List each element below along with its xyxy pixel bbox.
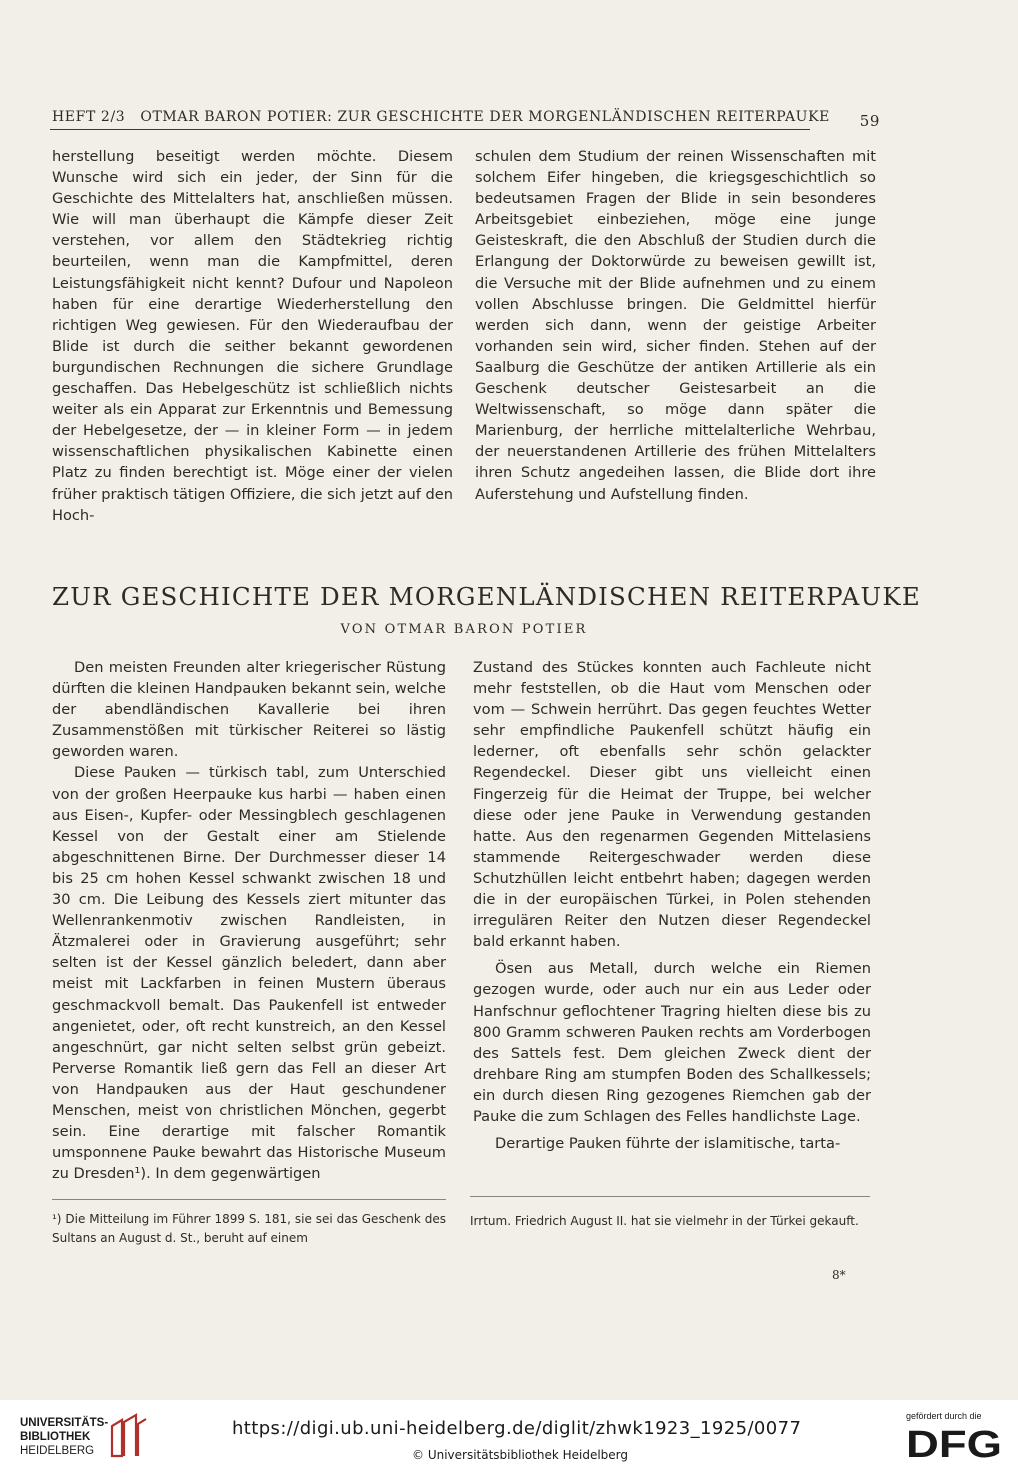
article-left-column — [52, 657, 446, 1184]
paragraph: Diese Pauken — türkisch tabl, zum Unterschied von der großen Heerpauke kus harbi — haben einen aus Eisen-, Kupfer- oder Messingblech geschlagenen Kessel von der Gestalt einer am Stielende abgeschnittenen Birne. Der Durchmesser dieser 14 bis 25 cm hohen Kessel schwankt zwischen 18 und 30 cm. Die Leibung des Kessels ziert mitunter das Wellenrankenmotiv zwischen Randleisten, in Ätzmalerei oder in Gravierung ausgeführt; sehr selten ist der Kessel gänzlich beledert, dann aber meist mit Lackfarben in feinen Mustern überaus geschmackvoll bemalt. Das Paukenfell ist entweder angenietet, oder, oft recht kunstreich, an den Kessel angeschnürt, gar nicht selten selbst grün gebeizt. Perverse Romantik ließ gern das Fell an dieser Art von Handpauken aus der Haut geschundener Menschen, meist von christlichen Mönchen, gegerbt sein. Eine derartige mit falscher Romantik umsponnene Pauke bewahrt das Historische Museum zu Dresden¹). In dem gegenwärtigen — [52, 764, 446, 1183]
top-left-column — [52, 146, 453, 526]
paragraph: Derartige Pauken führte der islamitische, tarta- — [495, 1135, 841, 1153]
library-name-line: BIBLIOTHEK — [20, 1431, 91, 1443]
viewer-footer — [0, 1400, 1018, 1473]
dfg-logo[interactable] — [906, 1424, 1004, 1462]
article-byline: VON OTMAR BARON POTIER — [340, 622, 588, 637]
article-right-column — [473, 657, 871, 1154]
paragraph: schulen dem Studium der reinen Wissenschaften mit solchem Eifer hingeben, die kriegsgeschichtlich so bedeutsamen Fragen der Blide in sein besonderes Arbeitsgebiet einbeziehen, möge eine junge Geisteskraft, die den Abschluß der Studien durch die Erlangung der Doktorwürde zu beweisen gewillt ist, die Versuche mit der Blide aufnehmen und zu einem vollen Abschlusse bringen. Die Geldmittel hierfür werden sich dann, wenn der geistige Arbeiter vorhanden sein wird, sicher finden. Stehen auf der Saalburg die Geschütze der antiken Artillerie als ein Geschenk deutscher Geistesarbeit an die Weltwissenschaft, so möge dann später die Marienburg, der herrliche mittelalterliche Wehrbau, der neuerstandenen Artillerie des frühen Mittelalters ihren Schutz angedeihen lassen, die Blide dort ihre Auferstehung und Aufstellung finden. — [475, 148, 876, 503]
copyright-notice: © Universitätsbibliothek Heidelberg — [412, 1448, 629, 1462]
footnote-right: Irrtum. Friedrich August II. hat sie vielmehr in der Türkei gekauft. — [470, 1214, 859, 1228]
header-rule — [50, 129, 810, 130]
library-logo[interactable] — [20, 1416, 160, 1460]
footnote-rule — [52, 1199, 446, 1200]
article-title: ZUR GESCHICHTE DER MORGENLÄNDISCHEN REITERPAUKE — [52, 582, 921, 611]
library-name — [20, 1416, 108, 1458]
running-title: HEFT 2/3 OTMAR BARON POTIER: ZUR GESCHICHTE DER MORGENLÄNDISCHEN REITERPAUKE — [52, 109, 830, 125]
footnote-rule — [470, 1196, 870, 1197]
funder-caption: gefördert durch die — [906, 1411, 982, 1421]
paragraph: Zustand des Stückes konnten auch Fachleute nicht mehr feststellen, ob die Haut vom Menschen oder vom — Schwein herrührt. Das gegen feuchtes Wetter sehr empfindliche Paukenfell schützt häufig ein lederner, oft ebenfalls sehr schön gelackter Regendeckel. Dieser gibt uns vielleicht einen Fingerzeig für die Heimat der Truppe, bei welcher diese oder jene Pauke in Verwendung gestanden hatte. Aus den regenarmen Gegenden Mittelasiens stammende Reitergeschwader werden diese Schutzhüllen leicht entbehrt haben; dagegen werden die in der europäischen Türkei, in Polen stehenden irregulären Reiter den Nutzen dieser Regendeckel bald erkannt haben. — [473, 659, 871, 951]
footnote-left: ¹) Die Mitteilung im Führer 1899 S. 181, sie sei das Geschenk des Sultans an August d. St., beruht auf einem — [52, 1212, 446, 1245]
running-header — [52, 105, 880, 129]
signature-mark: 8* — [832, 1268, 846, 1282]
permalink-url[interactable]: https://digi.ub.uni-heidelberg.de/diglit/zhwk1923_1925/0077 — [232, 1418, 802, 1439]
paragraph: Den meisten Freunden alter kriegerischer Rüstung dürften die kleinen Handpauken bekannt sein, welche der abendländischen Kavallerie bei ihren Zusammenstößen mit türkischer Reiterei so lästig geworden waren. — [52, 659, 446, 761]
library-emblem-icon — [106, 1412, 152, 1460]
dfg-logo-text: DFG — [906, 1424, 1002, 1462]
page-number: 59 — [859, 112, 880, 130]
top-right-column — [475, 146, 876, 505]
paragraph: Ösen aus Metall, durch welche ein Riemen gezogen wurde, oder auch nur ein aus Leder oder Hanfschnur geflochtener Tragring hielten diese bis zu 800 Gramm schweren Pauken rechts am Vorderbogen des Sattels fest. Dem gleichen Zweck dient der drehbare Ring am stumpfen Boden des Schallkessels; ein durch diesen Ring gezogenes Riemchen gab der Pauke die zum Schlagen des Felles handlichste Lage. — [473, 960, 871, 1125]
library-name-line: UNIVERSITÄTS- — [20, 1417, 109, 1429]
paragraph: herstellung beseitigt werden möchte. Diesem Wunsche wird sich ein jeder, der Sinn für die Geschichte des Mittelalters hat, anschließen müssen. Wie will man überhaupt die Kämpfe dieser Zeit verstehen, vor allem den Städtekrieg richtig beurteilen, wenn man die Kampfmittel, deren Leistungsfähigkeit nicht kennt? Dufour und Napoleon haben für eine derartige Wiederherstellung den richtigen Weg gewiesen. Für den Wiederaufbau der Blide ist durch die seither bekannt gewordenen burgundischen Rechnungen die sichere Grundlage geschaffen. Das Hebelgeschütz ist schließlich nichts weiter als ein Apparat zur Erkenntnis und Bemessung der Hebelgesetze, der — in kleiner Form — in jedem wissenschaftlichen physikalischen Kabinette einen Platz zu finden berechtigt ist. Möge einer der vielen früher praktisch tätigen Offiziere, die sich jetzt auf den Hoch- — [52, 148, 453, 524]
library-name-line: HEIDELBERG — [20, 1445, 95, 1457]
